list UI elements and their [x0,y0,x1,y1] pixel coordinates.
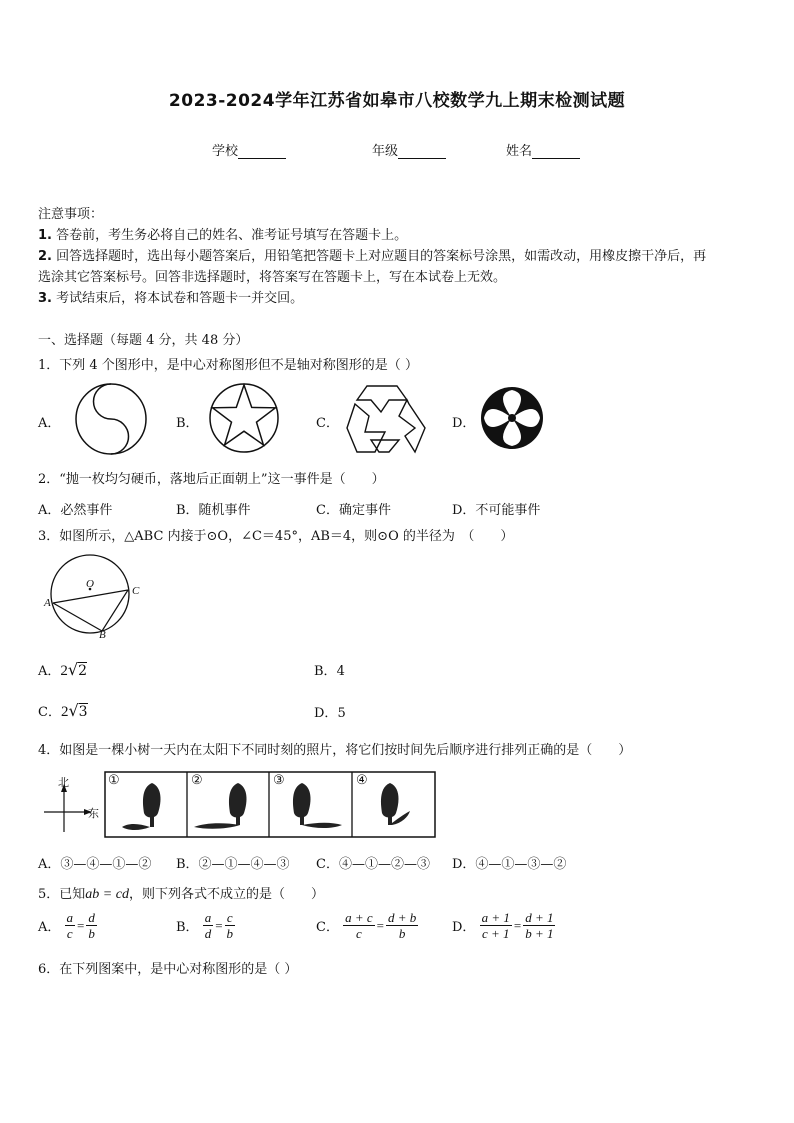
q1-label-a: A． [38,416,61,431]
q2-option-b: B．随机事件 [176,503,251,518]
q4-option-c: C．④—①—②—③ [316,857,430,872]
q2-stem: 2．“抛一枚均匀硬币，落地后正面朝上”这一事件是（ ） [38,472,385,487]
q4-option-a: A．③—④—①—② [38,857,152,872]
notice-item-3: 3. 考试结束后，将本试卷和答题卡一并交回。 [38,291,304,306]
page-title: 2023-2024学年江苏省如皋市八校数学九上期末检测试题 [168,91,626,111]
notice-item-1: 1. 答卷前，考生务必将自己的姓名、准考证号填写在答题卡上。 [38,228,408,243]
section-heading: 一、选择题（每题 4 分，共 48 分） [38,333,249,348]
notice-item-2-cont: 选涂其它答案标号。回答非选择题时，将答案写在答题卡上，写在本试卷上无效。 [38,270,507,285]
q6-stem: 6．在下列图案中，是中心对称图形的是（ ） [38,962,298,977]
grade-label: 年级 [372,144,399,159]
q5-option-a: A． $\frac{a}{c}$ = $\frac{d}{b}$ [38,910,95,941]
q3-circle-figure [40,552,150,642]
q4-panel-2-label: ② [191,773,203,788]
school-field [212,140,286,159]
q4-east-label: 东 [88,807,99,820]
school-label: 学校 [212,144,239,159]
q5-stem: 5．已知ab = cd，则下列各式不成立的是（ ） [38,887,324,902]
q1-figure-c [345,382,427,456]
q4-option-b: B．②—①—④—③ [176,857,290,872]
q1-figure-b [208,382,280,454]
q2-option-d: D．不可能事件 [452,503,541,518]
q4-option-d: D．④—①—③—② [452,857,567,872]
q4-panel-4-label: ④ [356,773,368,788]
q4-panel-3-label: ③ [273,773,285,788]
name-label: 姓名 [506,144,533,159]
q5-option-c: C． $\frac{a + c}{c}$ = $\frac{d + b}{b}$ [316,910,417,941]
notice-item-2: 2. 回答选择题时，选出每小题答案后，用铅笔把答题卡上对应题目的答案标号涂黑，如需改动，用橡皮擦干净后，再 [38,249,707,264]
q4-stem: 4．如图是一棵小树一天内在太阳下不同时刻的照片，将它们按时间先后顺序进行排列正确的是（ ） [38,743,632,758]
grade-field [372,140,446,159]
q3-option-a: A．2√2 [38,660,88,679]
q3-label-b: B [99,629,106,641]
q5-option-b: B． $\frac{a}{d}$ = $\frac{c}{b}$ [176,910,234,941]
q1-label-d: D． [452,416,476,431]
q2-option-c: C．确定事件 [316,503,391,518]
q3-label-o: O [86,578,94,590]
q1-label-b: B． [176,416,199,431]
q3-option-d: D．5 [314,706,346,721]
notice-heading: 注意事项： [38,207,104,222]
q2-option-a: A．必然事件 [38,503,113,518]
q1-figure-d [480,386,544,450]
q1-label-c: C． [316,416,339,431]
q3-stem: 3．如图所示，△ABC 内接于⊙O，∠C＝45°，AB＝4，则⊙O 的半径为 （ ） [38,529,514,544]
q3-label-a: A [44,597,51,609]
q4-panel-1-label: ① [108,773,120,788]
q4-tree-panels [104,771,436,838]
q1-stem: 1．下列 4 个图形中，是中心对称图形但不是轴对称图形的是（ ） [38,358,418,373]
name-field [506,140,580,159]
q3-label-c: C [132,585,140,597]
q3-option-b: B．4 [314,664,345,679]
q5-option-d: D． $\frac{a + 1}{c + 1}$ = $\frac{d + 1}{b + 1}$ [452,910,554,941]
q3-option-c: C．2√3 [38,701,88,720]
q1-figure-a [74,382,148,456]
q4-north-label: 北 [58,776,69,789]
